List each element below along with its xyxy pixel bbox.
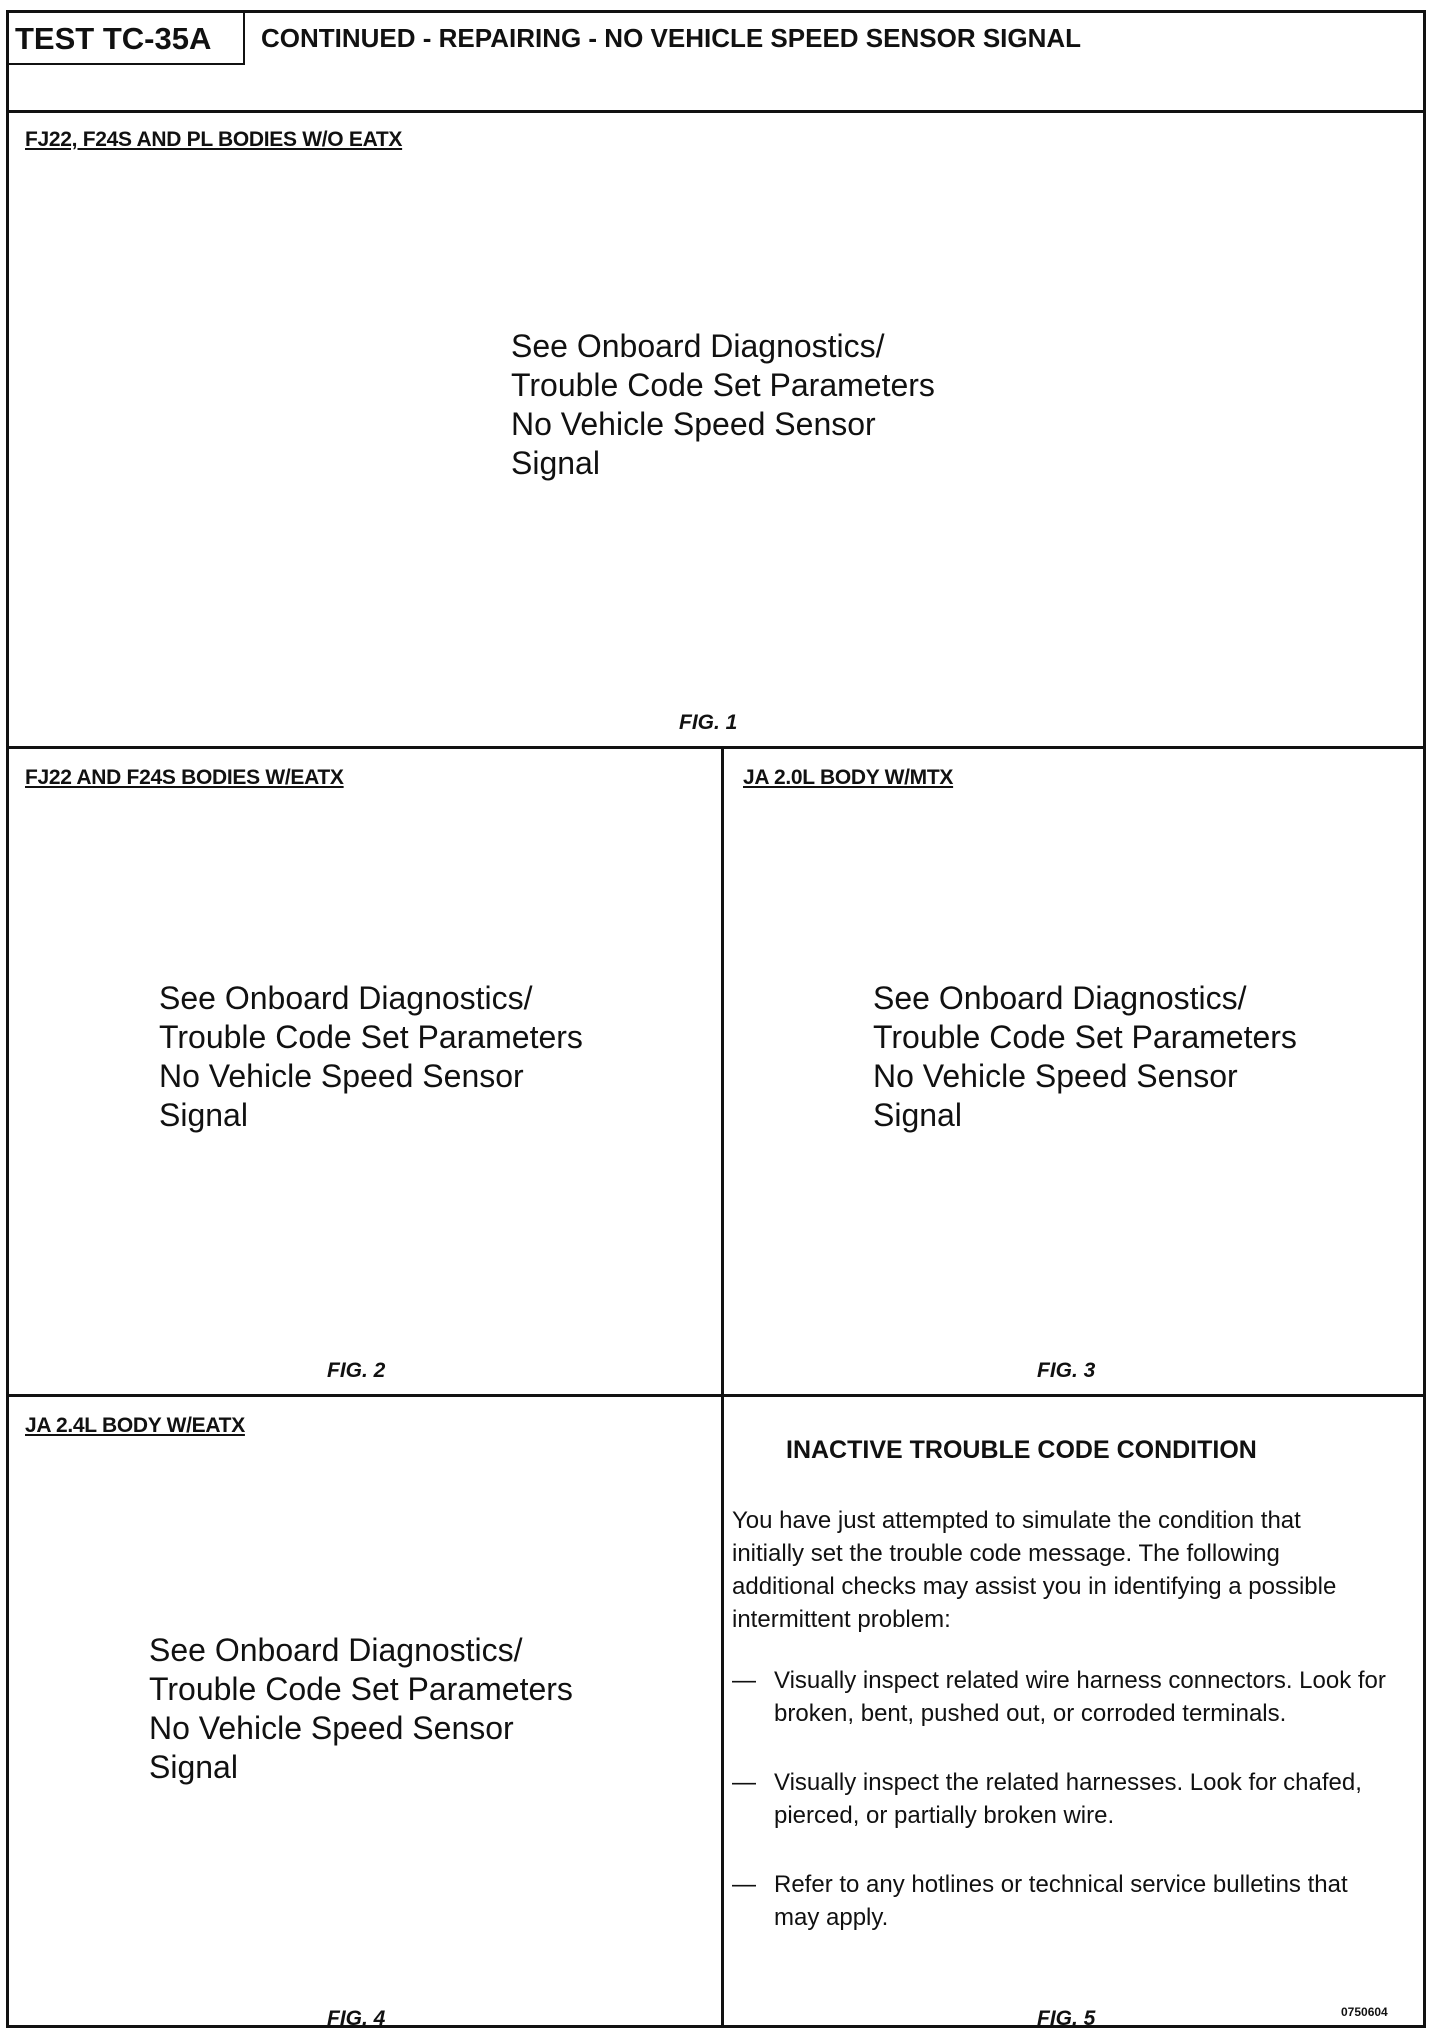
fig1-line-2: Trouble Code Set Parameters xyxy=(511,367,935,403)
list-item-text: Visually inspect related wire harness connectors. Look for broken, bent, pushed out, or corroded terminals. xyxy=(774,1667,1386,1727)
fig4-line-2: Trouble Code Set Parameters xyxy=(149,1671,573,1707)
fig1-line-4: Signal xyxy=(511,445,600,481)
fig2-reference-text xyxy=(159,979,583,1135)
fig5-caption: FIG. 5 xyxy=(1037,2007,1096,2030)
test-title: CONTINUED - REPAIRING - NO VEHICLE SPEED SENSOR SIGNAL xyxy=(261,23,1082,53)
fig4-line-1: See Onboard Diagnostics/ xyxy=(149,1632,523,1668)
dash-bullet: — xyxy=(732,1667,756,1694)
fig3-reference-text xyxy=(873,979,1297,1135)
fig4-line-3: No Vehicle Speed Sensor xyxy=(149,1710,514,1746)
fig3-line-2: Trouble Code Set Parameters xyxy=(873,1019,1297,1055)
fig1-line-3: No Vehicle Speed Sensor xyxy=(511,406,876,442)
fig1-section-title: FJ22, F24S AND PL BODIES W/O EATX xyxy=(25,128,403,151)
fig3-line-3: No Vehicle Speed Sensor xyxy=(873,1058,1238,1094)
list-item xyxy=(732,1664,1392,1730)
list-item-text: Refer to any hotlines or technical service bulletins that may apply. xyxy=(774,1871,1348,1931)
fig2-line-4: Signal xyxy=(159,1097,248,1133)
header-divider xyxy=(9,110,1423,113)
fig1-bottom-divider xyxy=(9,746,1423,749)
fig3-section-title: JA 2.0L BODY W/MTX xyxy=(743,766,954,789)
fig4-reference-text xyxy=(149,1631,573,1787)
fig1-line-1: See Onboard Diagnostics/ xyxy=(511,328,885,364)
dash-bullet: — xyxy=(732,1769,756,1796)
center-divider xyxy=(721,748,724,2026)
fig2-caption: FIG. 2 xyxy=(327,1359,386,1382)
fig2-line-3: No Vehicle Speed Sensor xyxy=(159,1058,524,1094)
row2-bottom-divider xyxy=(9,1394,1423,1397)
test-id-box: TEST TC-35A xyxy=(9,13,245,65)
list-item xyxy=(732,1766,1392,1832)
fig1-caption: FIG. 1 xyxy=(679,711,738,734)
fig3-caption: FIG. 3 xyxy=(1037,1359,1096,1382)
fig3-line-4: Signal xyxy=(873,1097,962,1133)
list-item xyxy=(732,1868,1392,1934)
fig4-line-4: Signal xyxy=(149,1749,238,1785)
document-code: 0750604 xyxy=(1341,2005,1388,2019)
dash-bullet: — xyxy=(732,1871,756,1898)
fig1-reference-text xyxy=(511,327,935,483)
list-item-text: Visually inspect the related harnesses. Look for chafed, pierced, or partially broken wire. xyxy=(774,1769,1362,1829)
inactive-heading: INACTIVE TROUBLE CODE CONDITION xyxy=(786,1436,1257,1464)
fig2-line-1: See Onboard Diagnostics/ xyxy=(159,980,533,1016)
fig4-section-title: JA 2.4L BODY W/EATX xyxy=(25,1414,245,1437)
fig2-line-2: Trouble Code Set Parameters xyxy=(159,1019,583,1055)
fig3-line-1: See Onboard Diagnostics/ xyxy=(873,980,1247,1016)
inactive-checklist xyxy=(732,1664,1392,1970)
fig2-section-title: FJ22 AND F24S BODIES W/EATX xyxy=(25,766,344,789)
fig4-caption: FIG. 4 xyxy=(327,2007,386,2030)
inactive-paragraph: You have just attempted to simulate the condition that initially set the trouble code message. The following additional checks may assist you in identifying a possible intermittent problem: xyxy=(732,1507,1337,1633)
